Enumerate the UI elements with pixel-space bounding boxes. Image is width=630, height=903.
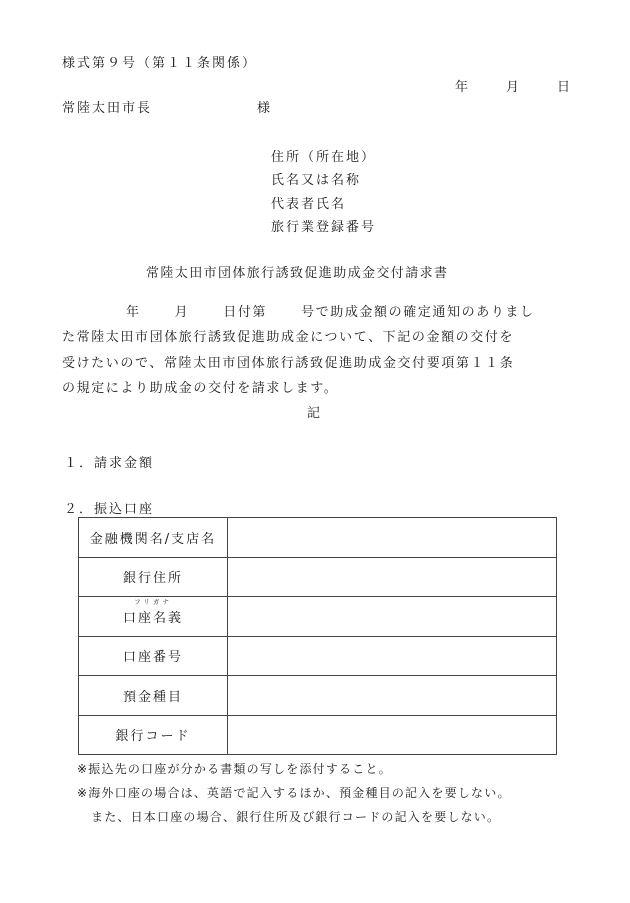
body-line-4: の規定により助成金の交付を請求します。 xyxy=(62,380,339,396)
table-row xyxy=(79,676,557,716)
note-domestic: また、日本口座の場合、銀行住所及び銀行コードの記入を要しない。 xyxy=(91,810,501,824)
bank-branch-label: 金融機関名/支店名 xyxy=(79,518,228,558)
account-holder-field[interactable] xyxy=(228,597,557,637)
body-paragraph xyxy=(62,300,572,401)
table-row xyxy=(79,518,557,558)
account-holder-furigana: フリガナ xyxy=(134,597,172,606)
date-month: 月 xyxy=(506,80,520,95)
date-day: 日 xyxy=(557,80,571,95)
bank-address-field[interactable] xyxy=(228,557,557,597)
deposit-type-label: 預金種目 xyxy=(79,676,228,716)
section-account: ２．振込口座 xyxy=(64,502,155,517)
bank-branch-field[interactable] xyxy=(228,518,557,558)
account-holder-ruby xyxy=(122,597,183,626)
note-overseas: ※海外口座の場合は、英語で記入するほか、預金種目の記入を要しない。 xyxy=(77,786,511,800)
applicant-name-label: 氏名又は名称 xyxy=(271,173,362,188)
applicant-registration-label: 旅行業登録番号 xyxy=(271,220,377,235)
bank-code-label: 銀行コード xyxy=(79,715,228,755)
body-line-1-rest: 号で助成金額の確定通知のありまし xyxy=(301,305,535,320)
deposit-type-field[interactable] xyxy=(228,676,557,716)
body-line-3: 受けたいので、常陸太田市団体旅行誘致促進助成金交付要項第１１条 xyxy=(62,355,515,371)
account-holder-label: 口座名義 xyxy=(122,610,183,626)
body-month: 月 xyxy=(174,305,190,320)
account-number-field[interactable] xyxy=(228,636,557,676)
table-row xyxy=(79,557,557,597)
note-attachment: ※振込先の口座が分かる書類の写しを添付すること。 xyxy=(77,762,392,776)
bank-code-field[interactable] xyxy=(228,715,557,755)
addressee: 常陸太田市長 xyxy=(62,101,153,116)
section-amount: １．請求金額 xyxy=(64,456,155,471)
account-holder-label-cell xyxy=(79,597,228,637)
body-year: 年 xyxy=(126,305,141,320)
table-row xyxy=(79,636,557,676)
account-number-label: 口座番号 xyxy=(79,636,228,676)
ki-heading: 記 xyxy=(307,406,323,421)
applicant-representative-label: 代表者氏名 xyxy=(271,197,347,212)
account-table xyxy=(78,517,557,755)
table-row xyxy=(79,715,557,755)
table-row xyxy=(79,597,557,637)
body-line-1 xyxy=(62,300,572,325)
date-year: 年 xyxy=(455,80,469,95)
applicant-address-label: 住所（所在地） xyxy=(271,150,377,165)
document-title: 常陸太田市団体旅行誘致促進助成金交付請求書 xyxy=(146,266,449,281)
bank-address-label: 銀行住所 xyxy=(79,557,228,597)
date-line xyxy=(455,76,570,95)
addressee-suffix: 様 xyxy=(257,101,273,116)
body-line-2: た常陸太田市団体旅行誘致促進助成金について、下記の金額の交付を xyxy=(62,330,515,346)
form-number: 様式第９号（第１１条関係） xyxy=(62,56,258,71)
body-date: 日付第 xyxy=(223,305,268,320)
